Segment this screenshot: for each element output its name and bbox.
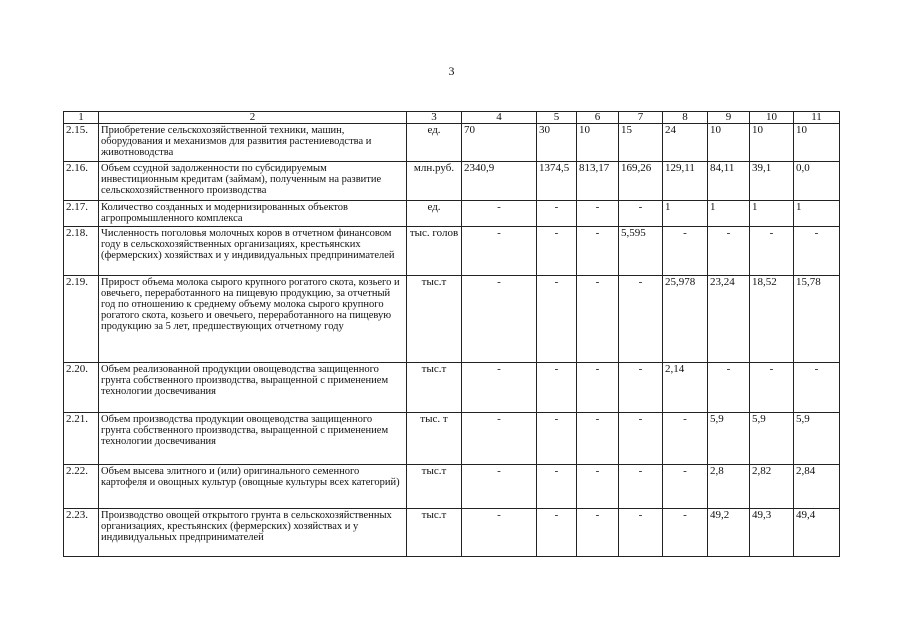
value-cell-col-10: 49,3: [750, 509, 794, 557]
table-row: [64, 509, 840, 557]
row-number: 2.23.: [64, 509, 99, 557]
column-header-7: 7: [619, 112, 663, 124]
value-cell-col-6: -: [577, 413, 619, 465]
value-cell-col-8: -: [663, 413, 708, 465]
indicator-name: Объем высева элитного и (или) оригинального семенного картофеля и овощных культур (овощные культуры всех категорий): [99, 465, 407, 509]
indicator-name: Объем реализованной продукции овощеводства защищенного грунта собственного производства, выращенной с применением технологии досвечивания: [99, 363, 407, 413]
unit-of-measure: ед.: [407, 124, 462, 162]
indicator-name: Производство овощей открытого грунта в сельскохозяйственных организациях, крестьянских (фермерских) хозяйствах и у индивидуальных предпринимателей: [99, 509, 407, 557]
table-row: [64, 276, 840, 363]
value-cell-col-11: 1: [794, 201, 840, 227]
column-header-11: 11: [794, 112, 840, 124]
value-cell-col-8: 24: [663, 124, 708, 162]
value-cell-col-6: 10: [577, 124, 619, 162]
column-header-3: 3: [407, 112, 462, 124]
value-cell-col-10: 2,82: [750, 465, 794, 509]
value-cell-col-5: 1374,5: [537, 162, 577, 201]
value-cell-col-11: 2,84: [794, 465, 840, 509]
unit-of-measure: млн.руб.: [407, 162, 462, 201]
indicator-name: Численность поголовья молочных коров в отчетном финансовом году в сельскохозяйственных организациях, крестьянских (фермерских) хозяйствах и у индивидуальных предпринимателей: [99, 227, 407, 276]
value-cell-col-6: 813,17: [577, 162, 619, 201]
value-cell-col-10: 10: [750, 124, 794, 162]
table-row: [64, 227, 840, 276]
value-cell-col-9: -: [708, 363, 750, 413]
indicator-name: Прирост объема молока сырого крупного рогатого скота, козьего и овечьего, переработанного на пищевую продукцию, за отчетный год по отношению к среднему объему молока сырого крупного рогатого скота, козьего и овечьего, переработанного на пищевую продукцию за 5 лет, предшествующих отчетному году: [99, 276, 407, 363]
value-cell-col-6: -: [577, 363, 619, 413]
column-header-9: 9: [708, 112, 750, 124]
row-number: 2.17.: [64, 201, 99, 227]
value-cell-col-4: 70: [462, 124, 537, 162]
value-cell-col-5: -: [537, 201, 577, 227]
value-cell-col-8: -: [663, 465, 708, 509]
value-cell-col-7: -: [619, 363, 663, 413]
value-cell-col-6: -: [577, 227, 619, 276]
value-cell-col-9: 49,2: [708, 509, 750, 557]
column-header-1: 1: [64, 112, 99, 124]
row-number: 2.18.: [64, 227, 99, 276]
value-cell-col-9: 2,8: [708, 465, 750, 509]
value-cell-col-11: -: [794, 363, 840, 413]
row-number: 2.20.: [64, 363, 99, 413]
table-row: [64, 162, 840, 201]
value-cell-col-11: 10: [794, 124, 840, 162]
value-cell-col-4: -: [462, 276, 537, 363]
column-header-8: 8: [663, 112, 708, 124]
value-cell-col-4: -: [462, 465, 537, 509]
unit-of-measure: тыс.т: [407, 465, 462, 509]
indicators-table: [63, 111, 840, 557]
value-cell-col-7: 5,595: [619, 227, 663, 276]
value-cell-col-4: 2340,9: [462, 162, 537, 201]
value-cell-col-10: 5,9: [750, 413, 794, 465]
indicator-name: Количество созданных и модернизированных объектов агропромышленного комплекса: [99, 201, 407, 227]
value-cell-col-7: 169,26: [619, 162, 663, 201]
unit-of-measure: тыс.т: [407, 363, 462, 413]
value-cell-col-4: -: [462, 201, 537, 227]
value-cell-col-7: 15: [619, 124, 663, 162]
value-cell-col-7: -: [619, 465, 663, 509]
page-number: 3: [448, 64, 455, 78]
value-cell-col-9: 23,24: [708, 276, 750, 363]
value-cell-col-4: -: [462, 509, 537, 557]
indicator-name: Объем ссудной задолженности по субсидируемым инвестиционным кредитам (займам), полученным на развитие сельскохозяйственного производства: [99, 162, 407, 201]
value-cell-col-10: 1: [750, 201, 794, 227]
value-cell-col-10: 18,52: [750, 276, 794, 363]
value-cell-col-4: -: [462, 227, 537, 276]
row-number: 2.22.: [64, 465, 99, 509]
column-header-4: 4: [462, 112, 537, 124]
unit-of-measure: тыс. голов: [407, 227, 462, 276]
value-cell-col-8: -: [663, 509, 708, 557]
unit-of-measure: тыс. т: [407, 413, 462, 465]
value-cell-col-6: -: [577, 276, 619, 363]
value-cell-col-6: -: [577, 201, 619, 227]
table-row: [64, 363, 840, 413]
value-cell-col-5: 30: [537, 124, 577, 162]
table-row: [64, 413, 840, 465]
value-cell-col-7: -: [619, 276, 663, 363]
value-cell-col-5: -: [537, 465, 577, 509]
value-cell-col-8: 2,14: [663, 363, 708, 413]
value-cell-col-7: -: [619, 509, 663, 557]
value-cell-col-11: 15,78: [794, 276, 840, 363]
value-cell-col-10: -: [750, 227, 794, 276]
value-cell-col-11: 49,4: [794, 509, 840, 557]
value-cell-col-7: -: [619, 201, 663, 227]
value-cell-col-5: -: [537, 276, 577, 363]
value-cell-col-9: -: [708, 227, 750, 276]
value-cell-col-9: 10: [708, 124, 750, 162]
value-cell-col-9: 5,9: [708, 413, 750, 465]
value-cell-col-10: 39,1: [750, 162, 794, 201]
unit-of-measure: тыс.т: [407, 509, 462, 557]
column-header-5: 5: [537, 112, 577, 124]
table-row: [64, 201, 840, 227]
value-cell-col-8: 25,978: [663, 276, 708, 363]
row-number: 2.19.: [64, 276, 99, 363]
table-body: [64, 124, 840, 557]
value-cell-col-5: -: [537, 363, 577, 413]
value-cell-col-9: 1: [708, 201, 750, 227]
table-row: [64, 124, 840, 162]
value-cell-col-4: -: [462, 363, 537, 413]
value-cell-col-5: -: [537, 227, 577, 276]
column-header-10: 10: [750, 112, 794, 124]
row-number: 2.15.: [64, 124, 99, 162]
row-number: 2.21.: [64, 413, 99, 465]
value-cell-col-10: -: [750, 363, 794, 413]
value-cell-col-8: 1: [663, 201, 708, 227]
value-cell-col-9: 84,11: [708, 162, 750, 201]
value-cell-col-5: -: [537, 509, 577, 557]
column-header-2: 2: [99, 112, 407, 124]
value-cell-col-7: -: [619, 413, 663, 465]
value-cell-col-5: -: [537, 413, 577, 465]
value-cell-col-6: -: [577, 465, 619, 509]
value-cell-col-11: -: [794, 227, 840, 276]
indicator-name: Приобретение сельскохозяйственной техники, машин, оборудования и механизмов для развития растениеводства и животноводства: [99, 124, 407, 162]
value-cell-col-8: 129,11: [663, 162, 708, 201]
value-cell-col-6: -: [577, 509, 619, 557]
value-cell-col-8: -: [663, 227, 708, 276]
value-cell-col-11: 5,9: [794, 413, 840, 465]
value-cell-col-4: -: [462, 413, 537, 465]
header-row: [64, 112, 840, 124]
value-cell-col-11: 0,0: [794, 162, 840, 201]
table-row: [64, 465, 840, 509]
column-header-6: 6: [577, 112, 619, 124]
unit-of-measure: тыс.т: [407, 276, 462, 363]
row-number: 2.16.: [64, 162, 99, 201]
indicator-name: Объем производства продукции овощеводства защищенного грунта собственного производства, выращенной с применением технологии досвечивания: [99, 413, 407, 465]
unit-of-measure: ед.: [407, 201, 462, 227]
